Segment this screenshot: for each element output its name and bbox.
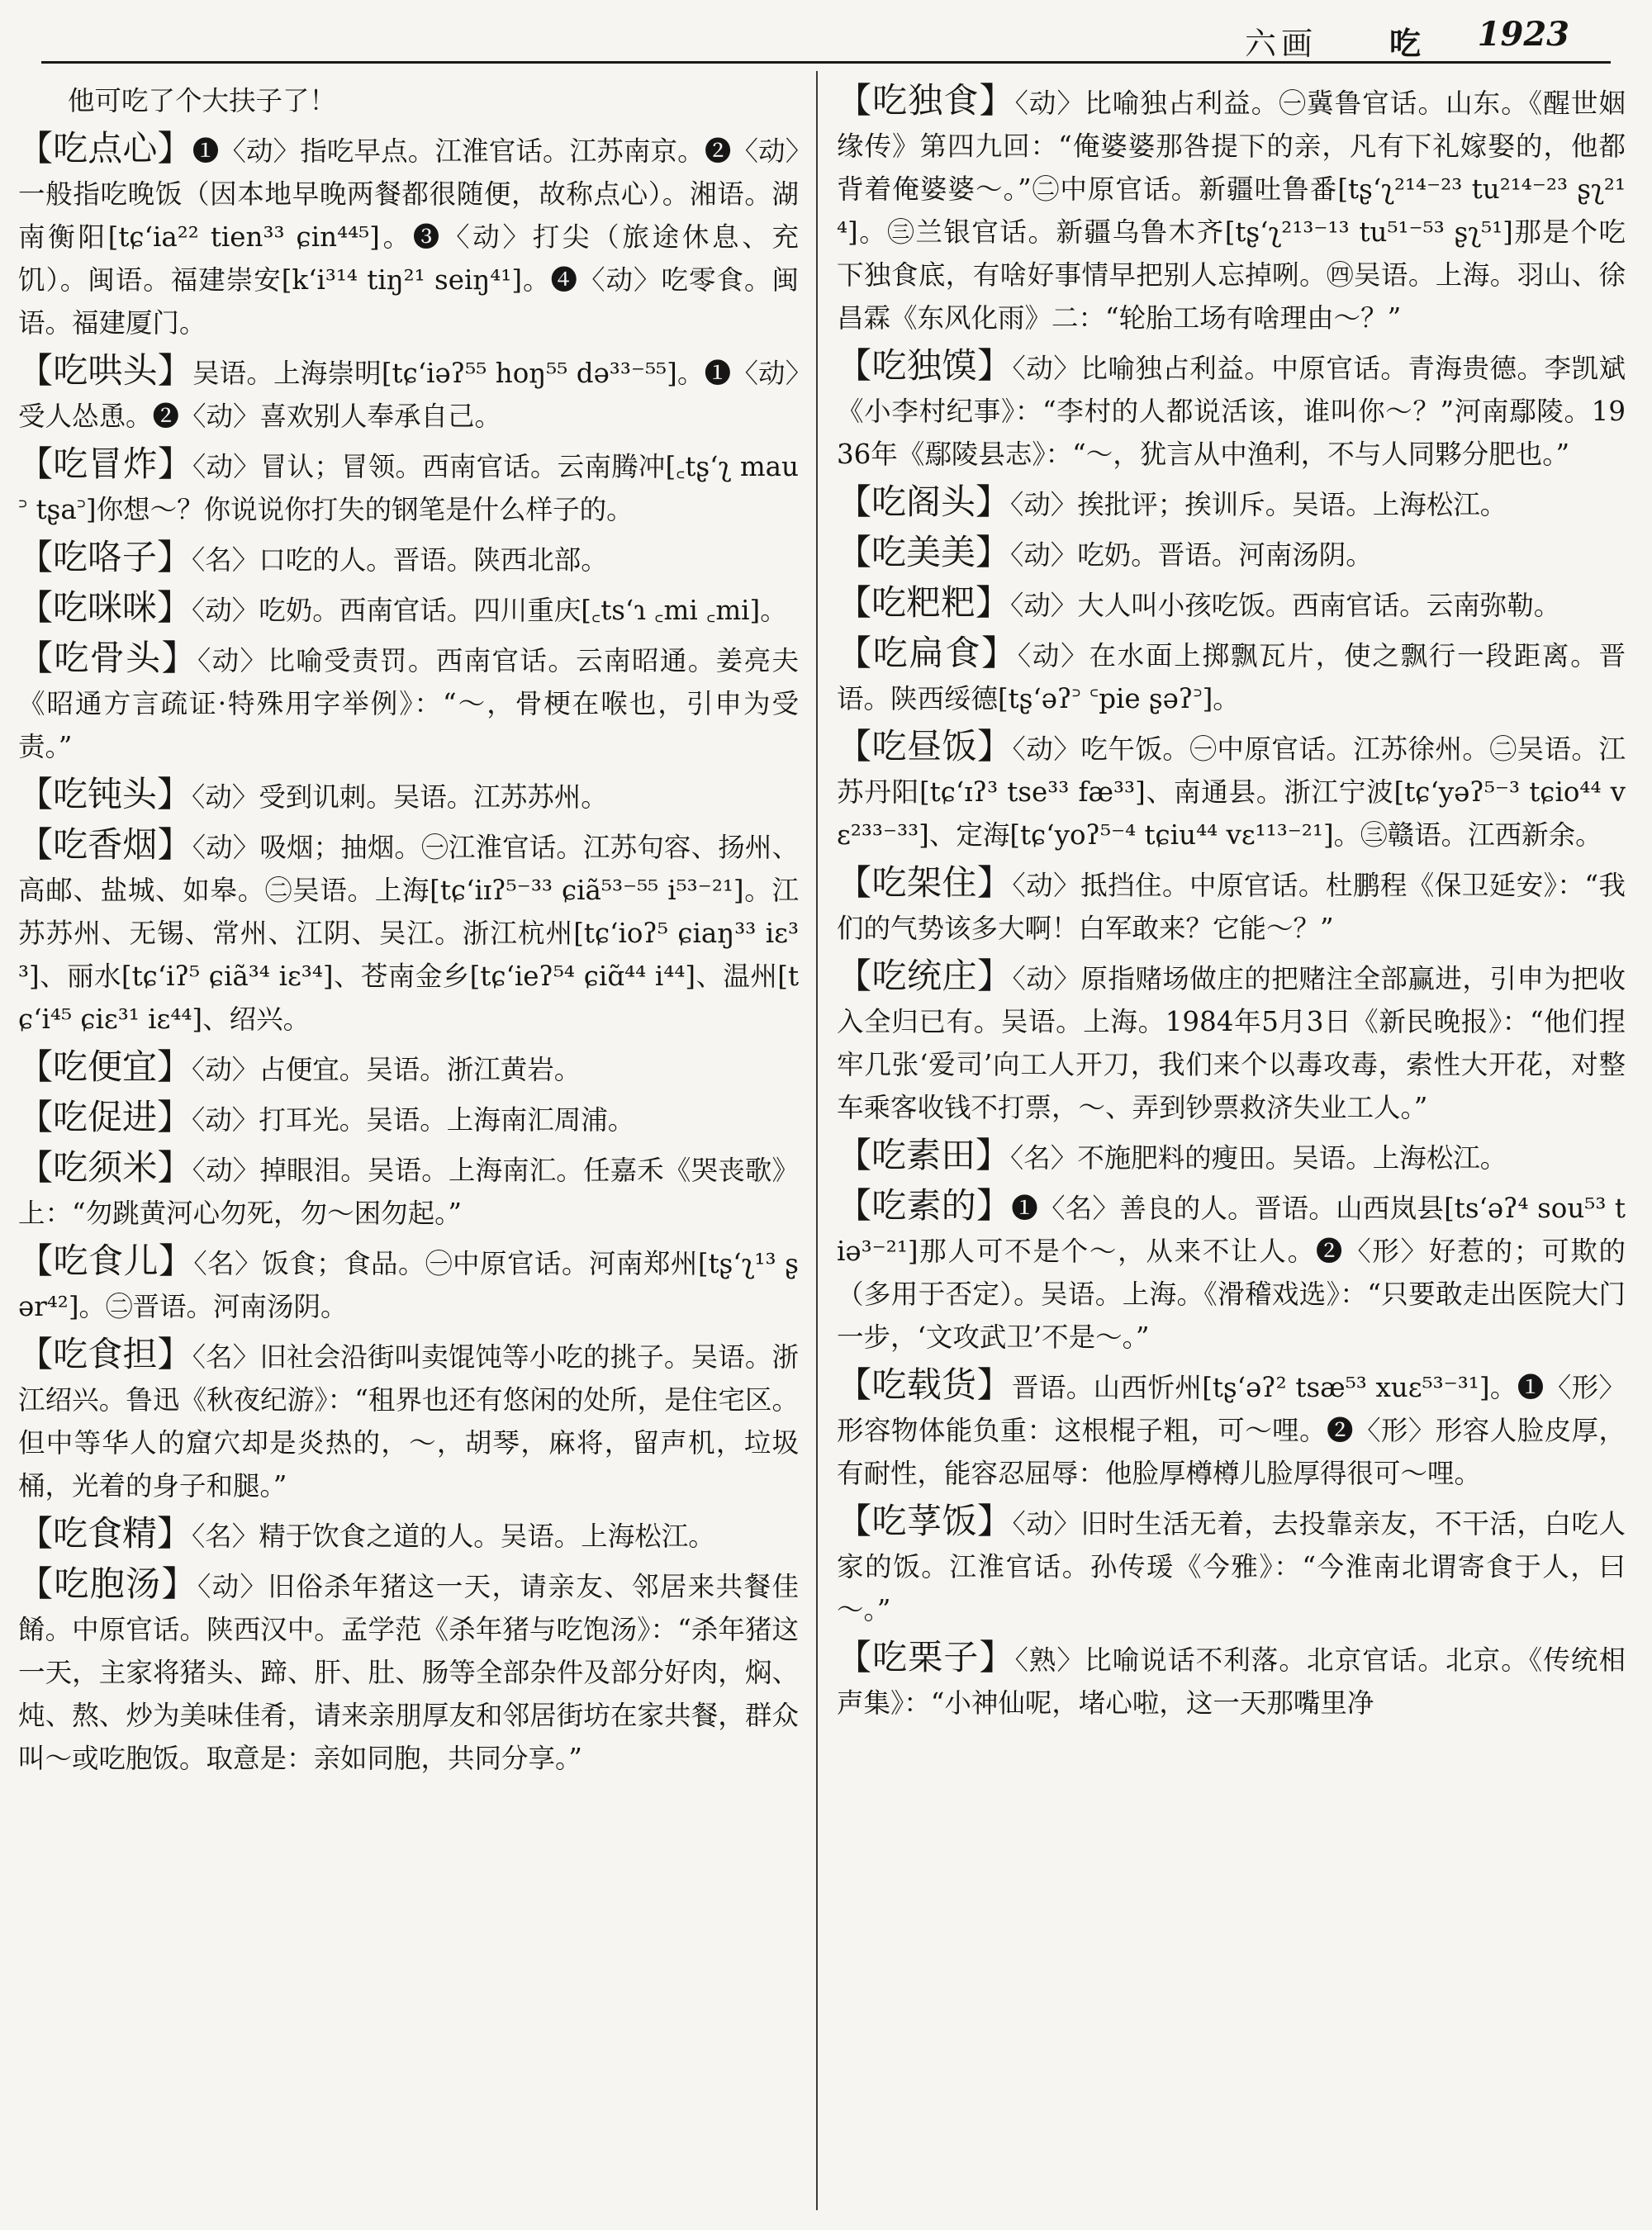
entry-headword: 【吃胞汤】 <box>18 1563 197 1604</box>
entry-headword: 【吃香烟】 <box>18 824 192 865</box>
entry-definition: 〈名〉饭食；食品。㊀中原官话。河南郑州[tʂʻʅ¹³ ʂər⁴²]。㊁晋语。河南汤阴。 <box>18 1248 799 1322</box>
entry-headword: 【吃阁头】 <box>837 482 1011 522</box>
dictionary-entry <box>837 861 1626 950</box>
entry-definition: 〈名〉不施肥料的瘦田。吴语。上海松江。 <box>1010 1142 1507 1174</box>
dictionary-entry <box>837 481 1626 526</box>
entry-definition: 〈熟〉比喻说话不利落。北京官话。北京。《传统相声集》：“小神仙呢，堵心啦，这一天那嘴里净 <box>837 1644 1626 1719</box>
entry-headword: 【吃便宜】 <box>18 1046 192 1087</box>
dictionary-entry <box>18 1563 799 1780</box>
entry-definition: ❶〈名〉善良的人。晋语。山西岚县[tsʻəʔ⁴ sou⁵³ tiə³⁻²¹]那人可不是个～，从来不让人。❷〈形〉好惹的；可欺的（多用于否定）。吴语。上海。《滑稽戏选》：“只要敢走出医院大门一步，‘文攻武卫’不是～。” <box>837 1193 1626 1353</box>
entry-headword: 【吃架住】 <box>837 862 1013 903</box>
entry-headword: 【吃冒炸】 <box>18 444 193 484</box>
entry-definition: 〈动〉受到讥刺。吴语。江苏苏州。 <box>192 781 608 813</box>
entry-headword: 【吃美美】 <box>837 532 1011 572</box>
entry-headword: 【吃莩饭】 <box>837 1501 1013 1541</box>
dictionary-entry <box>18 349 799 438</box>
entry-definition: 〈动〉吃奶。晋语。河南汤阴。 <box>1010 539 1373 571</box>
section-character: 吃 <box>1389 25 1421 62</box>
dictionary-entry <box>18 1046 799 1091</box>
left-column <box>18 79 799 1785</box>
dictionary-entry <box>837 725 1626 856</box>
dictionary-entry <box>18 536 799 581</box>
entry-definition: 〈动〉抵挡住。中原官话。杜鹏程《保卫延安》：“我们的气势该多大啊！白军敢来？它能～？” <box>837 870 1626 944</box>
entry-definition: 〈动〉吃奶。西南官话。四川重庆[꜀tsʻɿ ꜀mi ꜀mi]。 <box>192 595 787 626</box>
dictionary-entry <box>18 1512 799 1558</box>
entry-headword: 【吃栗子】 <box>837 1637 1015 1677</box>
dictionary-entry <box>18 127 799 344</box>
dictionary-entry <box>18 773 799 818</box>
entry-headword: 【吃统庄】 <box>837 956 1013 996</box>
entry-headword: 【吃载货】 <box>837 1364 1012 1405</box>
entry-definition: 〈动〉原指赌场做庄的把赌注全部赢进，引申为把收入全归已有。吴语。上海。1984年5月3日《新民晚报》：“他们捏牢几张‘爱司’向工人开刀，我们来个以毒攻毒，索性大开花，对整车乘客收钱不打票，～、弄到钞票救济失业工人。” <box>837 963 1626 1123</box>
entry-definition: 吴语。上海崇明[tɕʻiəʔ⁵⁵ hoŋ⁵⁵ də³³⁻⁵⁵]。❶〈动〉受人怂恿。❷〈动〉喜欢别人奉承自己。 <box>18 358 799 432</box>
entry-definition: 〈动〉掉眼泪。吴语。上海南汇。任嘉禾《哭丧歌》上：“勿跳黄河心勿死，勿～困勿起。” <box>18 1155 799 1229</box>
dictionary-entry <box>18 1333 799 1507</box>
entry-definition: 〈名〉口吃的人。晋语。陕西北部。 <box>192 544 608 576</box>
dictionary-entry <box>837 581 1626 627</box>
entry-headword: 【吃须米】 <box>18 1147 192 1188</box>
entry-headword: 【吃哄头】 <box>18 350 192 391</box>
entry-definition: ❶〈动〉指吃早点。江淮官话。江苏南京。❷〈动〉一般指吃晚饭（因本地早晚两餐都很随便，故称点心）。湘语。湖南衡阳[tɕʻia²² tien³³ ɕin⁴⁴⁵]。❸〈动〉打尖（旅途休息、充饥）。闽语。福建崇安[kʻi³¹⁴ tiŋ²¹ seiŋ⁴¹]。❹〈动〉吃零食。闽语。福建厦门。 <box>18 135 799 339</box>
entry-definition: 〈动〉旧俗杀年猪这一天，请亲友、邻居来共餐佳餚。中原官话。陕西汉中。孟学范《杀年猪与吃饱汤》：“杀年猪这一天，主家将猪头、蹄、肝、肚、肠等全部杂件及部分好肉，焖、炖、熬、炒为美味佳肴，请来亲朋厚友和邻居街坊在家共餐，群众叫～或吃胞饭。取意是：亲如同胞，共同分享。” <box>18 1571 799 1774</box>
entry-definition: 〈名〉精于饮食之道的人。吴语。上海松江。 <box>192 1521 715 1552</box>
entry-definition: 〈名〉旧社会沿街叫卖馄饨等小吃的挑子。吴语。浙江绍兴。鲁迅《秋夜纪游》：“租界也还有悠闲的处所，是住宅区。但中等华人的窟穴却是炎热的，～，胡琴，麻将，留声机，垃圾桶，光着的身子和腿。” <box>18 1341 799 1502</box>
dictionary-entry <box>18 586 799 632</box>
page-header <box>41 12 1611 64</box>
entry-headword: 【吃钝头】 <box>18 774 192 814</box>
dictionary-entry <box>837 531 1626 576</box>
entry-definition: 〈动〉旧时生活无着，去投靠亲友，不干活，白吃人家的饭。江淮官话。孙传瑗《今雅》：“今淮南北谓寄食于人，曰～。” <box>837 1508 1626 1625</box>
entry-headword: 【吃昼饭】 <box>837 726 1013 766</box>
entry-definition: 〈动〉占便宜。吴语。浙江黄岩。 <box>192 1054 582 1085</box>
section-label: 六画 <box>1244 26 1317 62</box>
dictionary-entry <box>837 1636 1626 1725</box>
dictionary-entry <box>837 344 1626 476</box>
column-divider <box>816 71 818 2210</box>
dictionary-entry <box>18 637 799 768</box>
entry-headword: 【吃咪咪】 <box>18 587 192 628</box>
entry-definition: 〈动〉冒认；冒领。西南官话。云南腾冲[꜀tʂʻʅ mau꜄ tʂa꜄]你想～？你说说你打失的钢笔是什么样子的。 <box>18 451 799 525</box>
entry-definition: 〈动〉比喻独占利益。㊀冀鲁官话。山东。《醒世姻缘传》第四九回：“俺婆婆那咎提下的亲，凡有下礼嫁娶的，他都背着俺婆婆～。”㊁中原官话。新疆吐鲁番[tʂʻʅ²¹⁴⁻²³ tu²¹⁴⁻²³ ʂʅ²¹⁴]。㊂兰银官话。新疆乌鲁木齐[tʂʻʅ²¹³⁻¹³ tu⁵¹⁻⁵³ ʂʅ⁵¹]那是个吃下独食底，有啥好事情早把别人忘掉咧。㊃吴语。上海。羽山、徐昌霖《东风化雨》二：“轮胎工场有啥理由～？” <box>837 88 1626 334</box>
entry-headword: 【吃独食】 <box>837 80 1015 121</box>
entry-headword: 【吃促进】 <box>18 1097 192 1137</box>
entry-headword: 【吃素田】 <box>837 1135 1011 1175</box>
dictionary-entry <box>837 632 1626 720</box>
entry-definition: 〈动〉挨批评；挨训斥。吴语。上海松江。 <box>1010 489 1507 520</box>
entry-definition: 〈动〉打耳光。吴语。上海南汇周浦。 <box>192 1104 635 1136</box>
entry-headword: 【吃咯子】 <box>18 537 192 577</box>
entry-headword: 【吃食担】 <box>18 1334 192 1374</box>
entry-headword: 【吃独馍】 <box>837 345 1013 386</box>
dictionary-entry <box>837 79 1626 339</box>
entry-definition: 〈动〉吸烟；抽烟。㊀江淮官话。江苏句容、扬州、高邮、盐城、如皋。㊁吴语。上海[tɕʻiɪʔ⁵⁻³³ ɕiã⁵³⁻⁵⁵ i⁵³⁻²¹]。江苏苏州、无锡、常州、江阴、吴江。浙江杭州[tɕʻioʔ⁵ ɕiaŋ³³ iɛ³³]、丽水[tɕʻiʔ⁵ ɕiã³⁴ iɛ³⁴]、苍南金乡[tɕʻieʔ⁵⁴ ɕiɑ̃⁴⁴ i⁴⁴]、温州[tɕʻi⁴⁵ ɕiɛ³¹ iɛ⁴⁴]、绍兴。 <box>18 832 799 1035</box>
page-number: 1923 <box>1477 15 1569 54</box>
entry-definition: 〈动〉比喻受责罚。西南官话。云南昭通。姜亮夫《昭通方言疏证·特殊用字举例》：“～，骨梗在喉也，引申为受责。” <box>18 645 799 762</box>
entry-headword: 【吃食儿】 <box>18 1241 194 1281</box>
dictionary-entry <box>837 1184 1626 1359</box>
entry-headword: 【吃点心】 <box>18 128 192 168</box>
dictionary-entry <box>837 1500 1626 1631</box>
dictionary-entry <box>837 955 1626 1129</box>
entry-headword: 【吃粑粑】 <box>837 582 1011 623</box>
dictionary-entry <box>18 823 799 1041</box>
dictionary-entry <box>837 1134 1626 1179</box>
dictionary-entry <box>18 1146 799 1235</box>
entry-headword: 【吃骨头】 <box>18 638 197 678</box>
dictionary-entry <box>18 1240 799 1328</box>
dictionary-entry <box>837 1364 1626 1495</box>
dictionary-entry <box>18 1096 799 1141</box>
entry-headword: 【吃素的】 <box>837 1185 1012 1226</box>
dictionary-entry <box>18 443 799 531</box>
entry-definition: 〈动〉吃午饭。㊀中原官话。江苏徐州。㊁吴语。江苏丹阳[tɕʻɪʔ³ tse³³ fæ³³]、南通县。浙江宁波[tɕʻyəʔ⁵⁻³ tɕio⁴⁴ vɛ²³³⁻³³]、定海[tɕʻyoʔ⁵⁻⁴ tɕiu⁴⁴ vɛ¹¹³⁻²¹]。㊂赣语。江西新余。 <box>837 733 1626 851</box>
entry-definition: 〈动〉比喻独占利益。中原官话。青海贵德。李凯斌《小李村纪事》：“李村的人都说活该，谁叫你～？”河南鄢陵。1936年《鄢陵县志》：“～，犹言从中渔利，不与人同夥分肥也。” <box>837 353 1626 470</box>
entry-definition: 〈动〉在水面上掷飘瓦片，使之飘行一段距离。晋语。陕西绥德[tʂʻəʔ꜄ ꜂pie ʂəʔ꜄]。 <box>837 640 1626 714</box>
entry-headword: 【吃食精】 <box>18 1513 192 1554</box>
right-column <box>837 79 1626 1729</box>
entry-definition: 〈动〉大人叫小孩吃饭。西南官话。云南弥勒。 <box>1010 590 1561 621</box>
entry-continuation: 他可吃了个大扶子了！ <box>68 85 337 116</box>
entry-definition: 晋语。山西忻州[tʂʻəʔ² tsæ⁵³ xuɛ⁵³⁻³¹]。❶〈形〉形容物体能负重：这根棍子粗，可～哩。❷〈形〉形容人脸皮厚，有耐性，能容忍屈辱：他脸厚樽樽儿脸厚得很可～哩。 <box>837 1372 1626 1489</box>
entry-headword: 【吃扁食】 <box>837 633 1018 673</box>
